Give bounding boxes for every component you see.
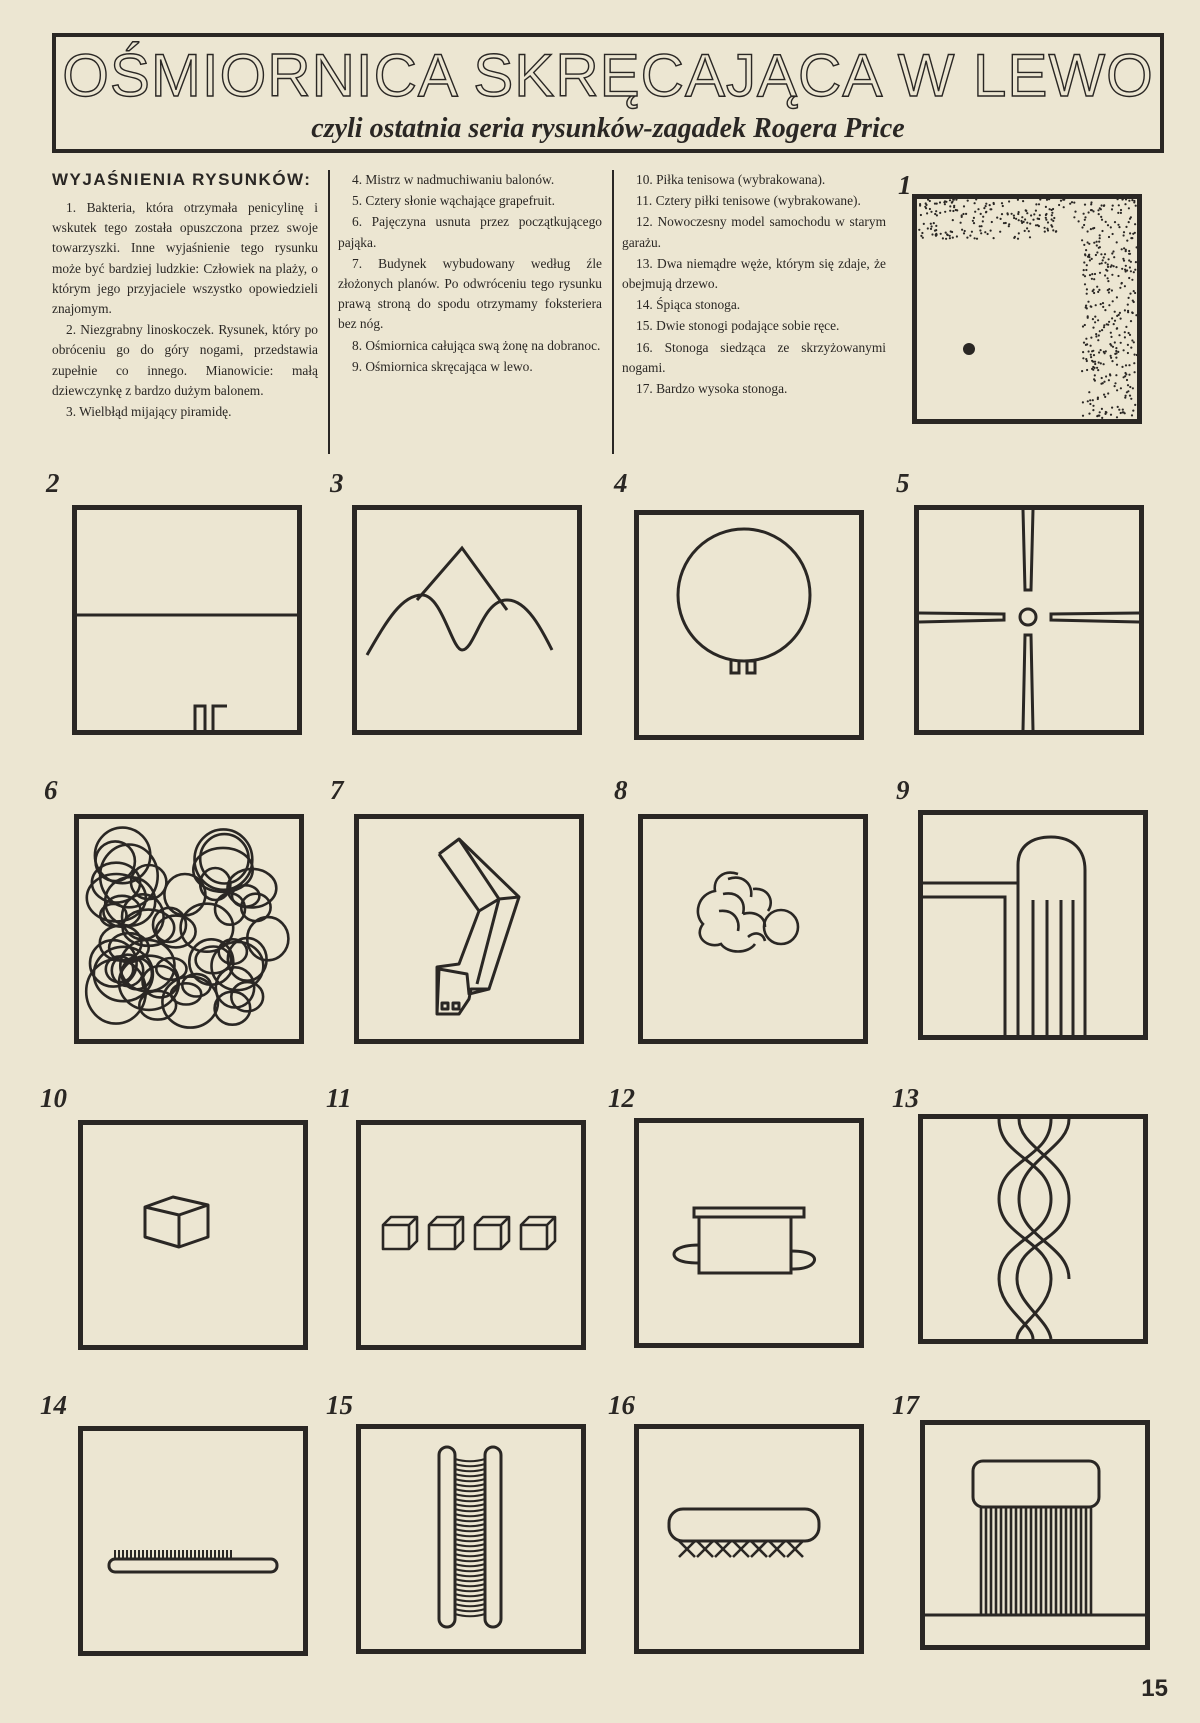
drawing-number-3: 3: [330, 468, 344, 498]
octopus-turning-drawing: [923, 815, 1143, 1035]
balloon-drawing: [639, 515, 859, 735]
drawing-number-8: 8: [614, 775, 628, 805]
explanation-item: 6. Pajęczyna usnuta przez początkującego pająka.: [338, 214, 602, 250]
tightrope-walker-drawing: [77, 510, 297, 730]
drawing-panel-11: [356, 1120, 586, 1350]
page-title: OŚMIORNICA SKRĘCAJĄCA W LEWO: [62, 42, 1154, 109]
explanation-item: 8. Ośmiornica całująca swą żonę na dobranoc.: [352, 337, 601, 353]
drawing-number-5: 5: [896, 468, 910, 498]
drawing-number-14: 14: [40, 1390, 67, 1420]
four-elephants-drawing: [919, 510, 1139, 730]
page-number: 15: [1141, 1675, 1168, 1702]
drawing-number-6: 6: [44, 775, 58, 805]
drawing-panel-15: [356, 1424, 586, 1654]
drawing-number-9: 9: [896, 775, 910, 805]
drawing-number-1: 1: [898, 170, 912, 200]
drawing-number-7: 7: [330, 775, 344, 805]
explanations-heading: WYJAŚNIENIA RYSUNKÓW:: [52, 170, 312, 189]
explanation-item: 12. Nowoczesny model samochodu w starym garażu.: [622, 214, 886, 250]
centipede-legs: [455, 1459, 485, 1616]
stipple-dots: [918, 199, 1137, 419]
tall-centipede-drawing: [925, 1425, 1145, 1645]
drawing-panel-17: [920, 1420, 1150, 1650]
drawing-number-2: 2: [46, 468, 60, 498]
drawing-panel-8: [638, 814, 868, 1044]
drawing-panel-12: [634, 1118, 864, 1348]
drawing-panel-13: [918, 1114, 1148, 1344]
explanation-item: 3. Wielbłąd mijający piramidę.: [66, 404, 232, 420]
sleeping-centipede-drawing: [83, 1431, 303, 1651]
explanation-item: 9. Ośmiornica skręcająca w lewo.: [352, 358, 533, 374]
car-garage-drawing: [639, 1123, 859, 1343]
explanation-item: 1. Bakteria, która otrzymała penicylinę i wskutek tego została opuszczona przez swoje towarzyszki. Inne wyjaśnienie tego rysunku może być bardziej ludzkie: Człowiek na plaży, o którym jego przyjaciele wszystko opowiedzieli znajomym.: [52, 200, 318, 317]
explanation-item: 17. Bardzo wysoka stonoga.: [636, 381, 788, 397]
drawing-number-11: 11: [326, 1083, 352, 1113]
bacteria-drawing: [917, 199, 1137, 419]
cube-group: [383, 1217, 555, 1249]
explanation-item: 4. Mistrz w nadmuchiwaniu balonów.: [352, 172, 555, 187]
spider-web-drawing: [79, 819, 299, 1039]
drawing-panel-16: [634, 1424, 864, 1654]
drawing-panel-7: [354, 814, 584, 1044]
drawing-panel-3: [352, 505, 582, 735]
camel-pyramid-drawing: [357, 510, 577, 730]
explanation-item: 13. Dwa niemądre węże, którym się zdaje, że obejmują drzewo.: [622, 255, 886, 292]
scribble-loops: [86, 828, 288, 1028]
explanation-item: 16. Stonoga siedząca ze skrzyżowanymi nogami.: [622, 339, 886, 375]
page-subtitle: czyli ostatnia seria rysunków-zagadek Rogera Price: [311, 113, 905, 144]
drawing-number-13: 13: [892, 1083, 919, 1113]
drawing-panel-1: [912, 194, 1142, 424]
drawing-panel-9: [918, 810, 1148, 1040]
explanations-column-2: [338, 170, 602, 454]
explanation-item: 5. Cztery słonie wąchające grapefruit.: [352, 193, 555, 209]
explanation-item: 10. Piłka tenisowa (wybrakowana).: [636, 172, 826, 187]
four-cubes-drawing: [361, 1125, 581, 1345]
explanation-item: 15. Dwie stonogi podające sobie ręce.: [636, 318, 840, 334]
drawing-panel-5: [914, 505, 1144, 735]
explanation-item: 7. Budynek wybudowany według źle złożonych planów. Po odwróceniu tego rysunku prawą stroną do spodu otrzymamy foksteriera bez nóg.: [338, 255, 602, 332]
explanation-item: 11. Cztery piłki tenisowe (wybrakowane).: [636, 193, 861, 209]
octopus-kissing-drawing: [643, 819, 863, 1039]
bacterium-dot: [963, 343, 975, 355]
drawing-panel-4: [634, 510, 864, 740]
drawing-number-12: 12: [608, 1083, 635, 1113]
drawing-number-10: 10: [40, 1083, 67, 1113]
crooked-building-drawing: [359, 819, 579, 1039]
drawing-panel-6: [74, 814, 304, 1044]
two-snakes-drawing: [923, 1119, 1143, 1339]
drawing-panel-2: [72, 505, 302, 735]
centipede-legs: [679, 1541, 803, 1557]
cube-tennis-ball-drawing: [83, 1125, 303, 1345]
explanation-item: 14. Śpiąca stonoga.: [636, 297, 741, 313]
column-divider: [612, 170, 614, 454]
centipedes-handshake-drawing: [361, 1429, 581, 1649]
explanations-column-1: [52, 170, 318, 454]
drawing-panel-14: [78, 1426, 308, 1656]
crossed-legs-centipede-drawing: [639, 1429, 859, 1649]
drawing-number-16: 16: [608, 1390, 635, 1420]
drawing-number-4: 4: [614, 468, 628, 498]
drawing-number-15: 15: [326, 1390, 353, 1420]
explanations-column-3: [622, 170, 886, 454]
column-divider: [328, 170, 330, 454]
explanation-item: 2. Niezgrabny linoskoczek. Rysunek, który po obróceniu go do góry nogami, przedstawia zupełnie co innego. Mianowicie: małą dziewczynkę z bardzo dużym balonem.: [52, 322, 318, 398]
drawing-number-17: 17: [892, 1390, 919, 1420]
centipede-legs: [981, 1507, 1091, 1615]
drawing-panel-10: [78, 1120, 308, 1350]
title-box: [52, 33, 1164, 153]
